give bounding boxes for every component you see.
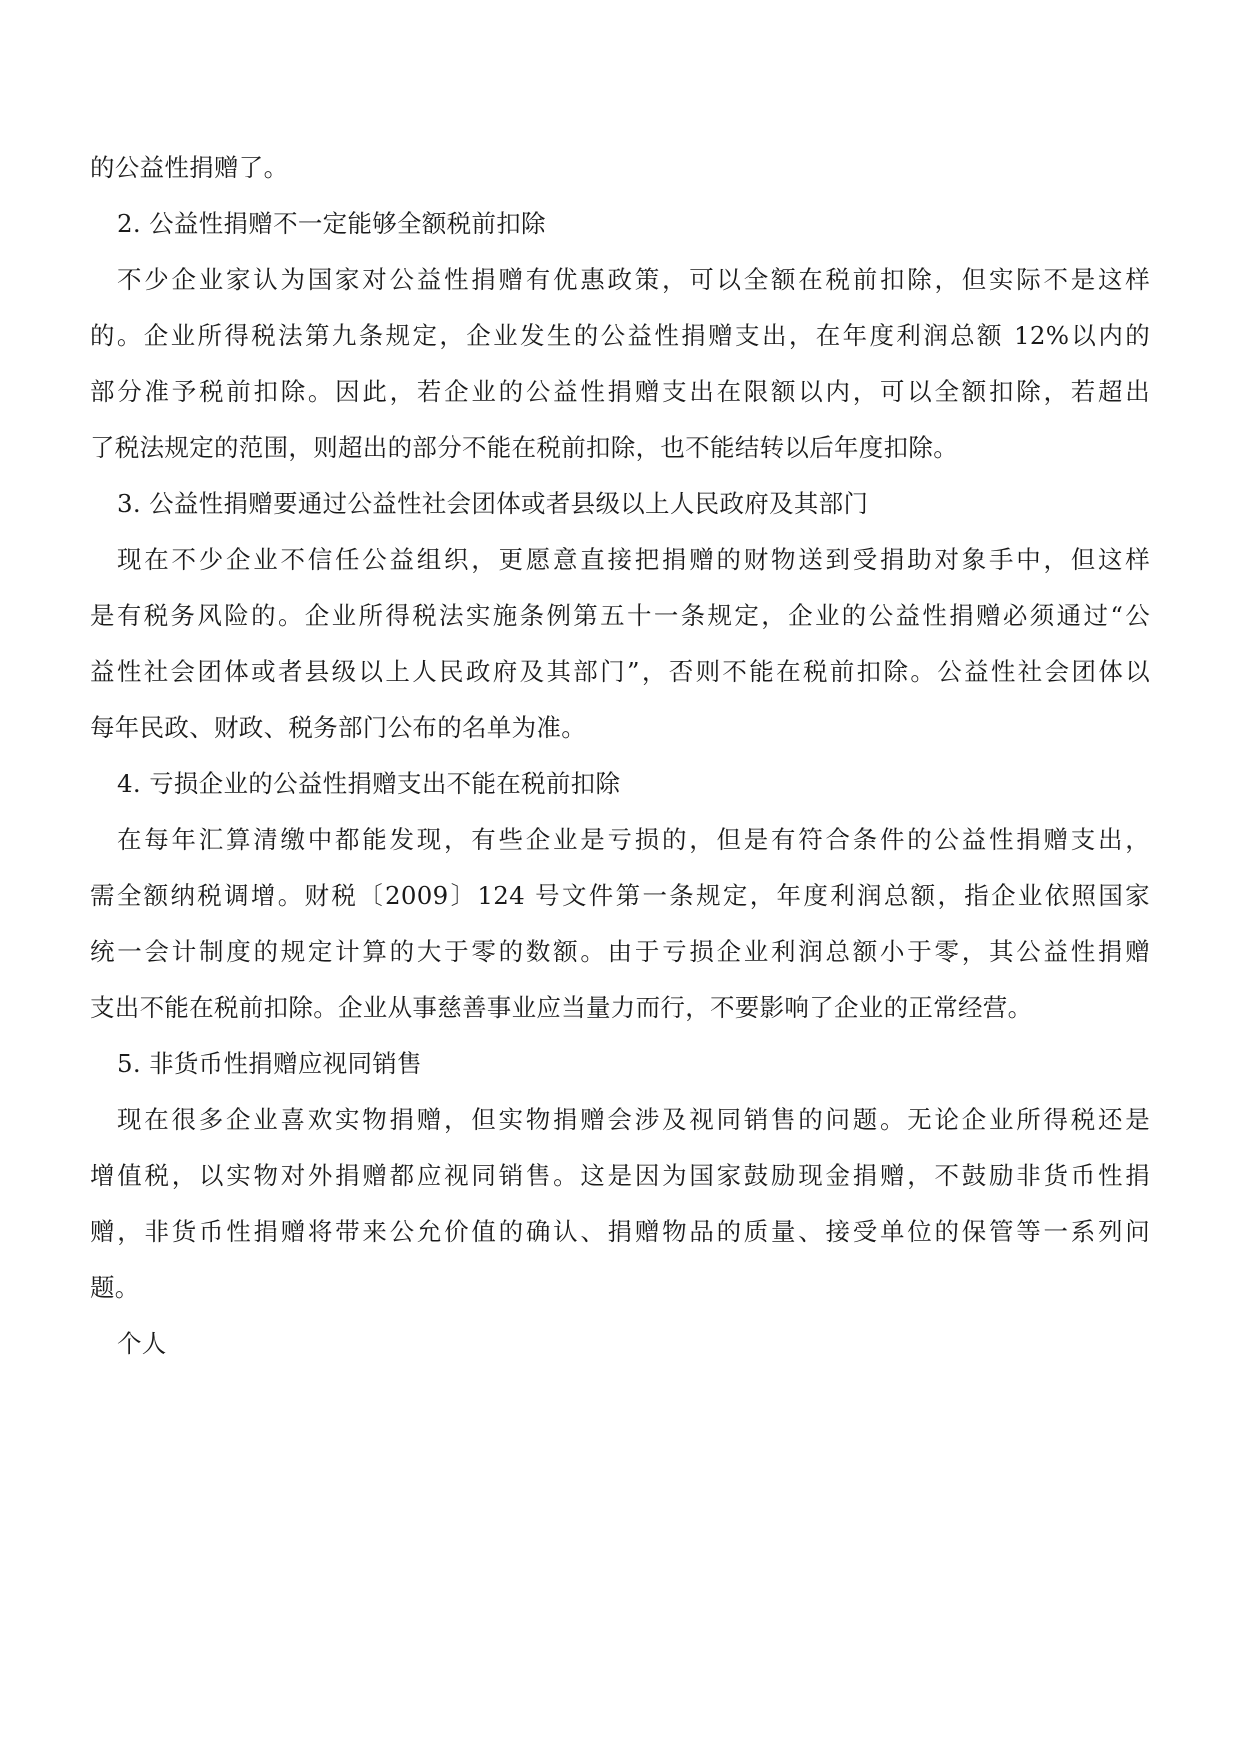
paragraph-line-continuation: 的公益性捐赠了。 [90, 153, 289, 182]
paragraph-line: 需全额纳税调增。财税〔2009〕124 号文件第一条规定，年度利润总额，指企业依照国家 [90, 881, 1150, 910]
paragraph-line: 的。企业所得税法第九条规定，企业发生的公益性捐赠支出，在年度利润总额 12%以内的 [90, 321, 1150, 350]
paragraph-line: 题。 [90, 1273, 140, 1302]
paragraph-line: 部分准予税前扣除。因此，若企业的公益性捐赠支出在限额以内，可以全额扣除，若超出 [90, 377, 1150, 406]
paragraph-line: 不少企业家认为国家对公益性捐赠有优惠政策，可以全额在税前扣除，但实际不是这样 [117, 265, 1150, 294]
section-heading-4: 4. 亏损企业的公益性捐赠支出不能在税前扣除 [117, 769, 621, 798]
paragraph-line: 益性社会团体或者县级以上人民政府及其部门”，否则不能在税前扣除。公益性社会团体以 [90, 657, 1150, 686]
paragraph-line: 现在不少企业不信任公益组织，更愿意直接把捐赠的财物送到受捐助对象手中，但这样 [117, 545, 1150, 574]
paragraph-line: 现在很多企业喜欢实物捐赠，但实物捐赠会涉及视同销售的问题。无论企业所得税还是 [117, 1105, 1150, 1134]
section-heading-3: 3. 公益性捐赠要通过公益性社会团体或者县级以上人民政府及其部门 [117, 489, 869, 518]
paragraph-line: 每年民政、财政、税务部门公布的名单为准。 [90, 713, 586, 742]
paragraph-line: 支出不能在税前扣除。企业从事慈善事业应当量力而行，不要影响了企业的正常经营。 [90, 993, 1033, 1022]
section-heading-2: 2. 公益性捐赠不一定能够全额税前扣除 [117, 209, 546, 238]
section-heading-5: 5. 非货币性捐赠应视同销售 [117, 1049, 422, 1078]
paragraph-line: 在每年汇算清缴中都能发现，有些企业是亏损的，但是有符合条件的公益性捐赠支出， [117, 825, 1150, 854]
paragraph-line: 赠，非货币性捐赠将带来公允价值的确认、捐赠物品的质量、接受单位的保管等一系列问 [90, 1217, 1150, 1246]
paragraph-line: 了税法规定的范围，则超出的部分不能在税前扣除，也不能结转以后年度扣除。 [90, 433, 958, 462]
paragraph-line: 是有税务风险的。企业所得税法实施条例第五十一条规定，企业的公益性捐赠必须通过“公 [90, 601, 1150, 630]
paragraph-line: 统一会计制度的规定计算的大于零的数额。由于亏损企业利润总额小于零，其公益性捐赠 [90, 937, 1150, 966]
paragraph-line: 增值税，以实物对外捐赠都应视同销售。这是因为国家鼓励现金捐赠，不鼓励非货币性捐 [90, 1161, 1150, 1190]
section-heading-personal: 个人 [117, 1329, 167, 1358]
